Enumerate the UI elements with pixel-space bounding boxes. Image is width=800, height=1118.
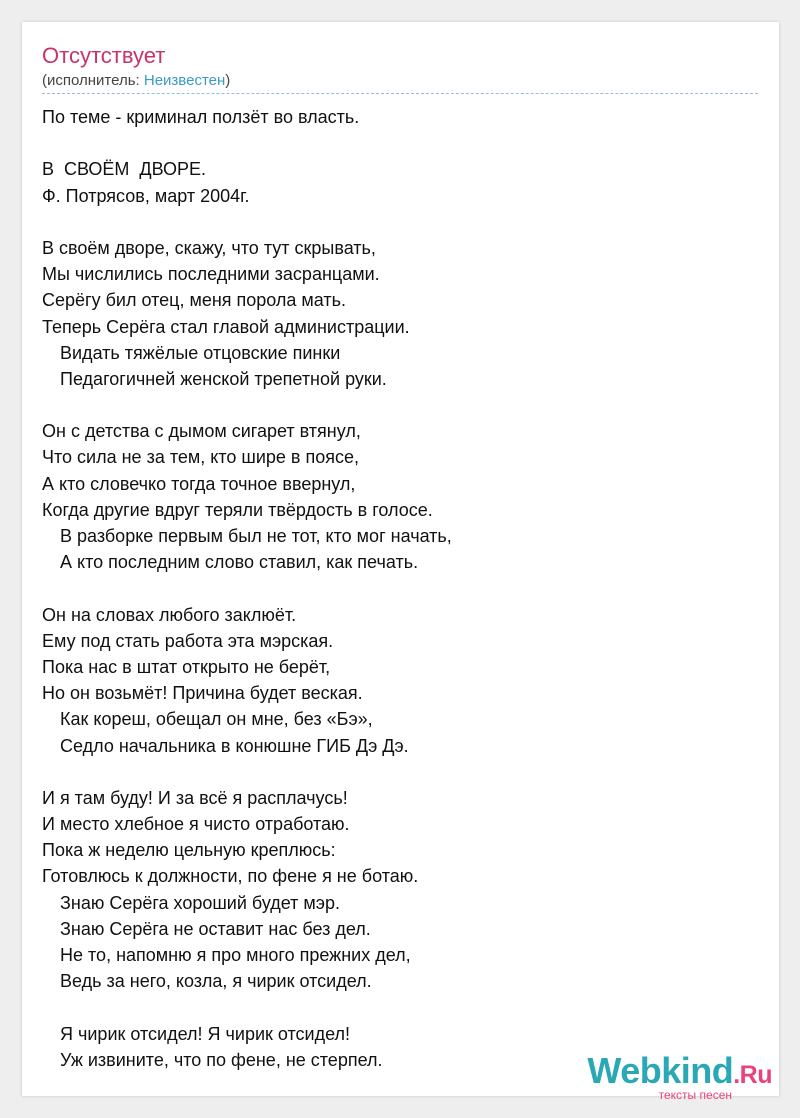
lyric-line: Мы числились последними засранцами. — [42, 264, 380, 285]
lyrics-body — [42, 104, 762, 1073]
lyric-line: Видать тяжёлые отцовские пинки — [60, 342, 341, 363]
lyric-line: И место хлебное я чисто отработаю. — [42, 814, 350, 835]
lyric-line: Он на словах любого заклюёт. — [42, 604, 297, 625]
lyric-line: Знаю Серёга хороший будет мэр. — [60, 892, 340, 913]
lyric-line: В разборке первым был не тот, кто мог начать, — [60, 526, 452, 546]
lyric-line: Ему под стать работа эта мэрская. — [42, 630, 334, 651]
lyric-line: Знаю Серёга не оставит нас без дел. — [60, 918, 371, 939]
webkind-logo[interactable] — [587, 1052, 772, 1102]
logo-main-text: Webkind — [587, 1050, 734, 1091]
song-title: Отсутствует — [42, 43, 166, 68]
lyric-line: В своём дворе, скажу, что тут скрывать, — [42, 237, 376, 258]
lyric-blank-line — [42, 130, 762, 156]
lyric-line: А кто последним слово ставил, как печать. — [60, 552, 419, 573]
logo-suffix-text: .Ru — [733, 1061, 772, 1089]
lyric-line: Как кореш, обещал он мне, без «Бэ», — [60, 709, 373, 730]
lyric-line: Уж извините, что по фене, не стерпел. — [60, 1049, 383, 1070]
lyric-blank-line — [42, 994, 762, 1020]
logo-tagline: тексты песен — [658, 1088, 732, 1102]
lyric-line: Серёгу бил отец, меня порола мать. — [42, 290, 347, 311]
lyric-line: По теме - криминал ползёт во власть. — [42, 107, 360, 127]
lyric-line: Пока нас в штат открыто не берёт, — [42, 656, 331, 677]
lyric-blank-line — [42, 209, 762, 235]
lyric-blank-line — [42, 759, 762, 785]
artist-link[interactable]: Неизвестен — [143, 72, 226, 89]
lyric-line: Он с детства с дымом сигарет втянул, — [42, 421, 361, 442]
lyric-line: Седло начальника в конюшне ГИБ Дэ Дэ. — [60, 735, 409, 756]
lyric-line: Но он возьмёт! Причина будет веская. — [42, 683, 363, 704]
artist-prefix: (исполнитель: — [42, 72, 144, 89]
artist-suffix: ) — [225, 72, 231, 89]
lyric-line: Готовлюсь к должности, по фене я не ботаю. — [42, 866, 419, 887]
lyric-line: Что сила не за тем, кто шире в поясе, — [42, 447, 359, 468]
dashed-divider — [42, 93, 758, 94]
lyric-line: Когда другие вдруг теряли твёрдость в голосе. — [42, 499, 433, 520]
lyric-line: Не то, напомню я про много прежних дел, — [60, 945, 411, 965]
lyric-line: В СВОЁМ ДВОРЕ. — [42, 159, 207, 180]
lyric-line: Теперь Серёга стал главой администрации. — [42, 316, 410, 337]
lyric-line: И я там буду! И за всё я расплачусь! — [42, 787, 348, 808]
lyric-line: Ведь за него, козла, я чирик отсидел. — [60, 971, 372, 992]
artist-line — [42, 72, 230, 90]
lyric-blank-line — [42, 392, 762, 418]
lyric-line: Педагогичней женской трепетной руки. — [60, 368, 387, 389]
lyric-line: Пока ж неделю цельную креплюсь: — [42, 840, 336, 861]
lyric-blank-line — [42, 575, 762, 601]
lyric-line: Я чирик отсидел! Я чирик отсидел! — [60, 1023, 351, 1044]
lyric-line: А кто словечко тогда точное ввернул, — [42, 473, 356, 494]
lyric-line: Ф. Потрясов, март 2004г. — [42, 185, 250, 206]
